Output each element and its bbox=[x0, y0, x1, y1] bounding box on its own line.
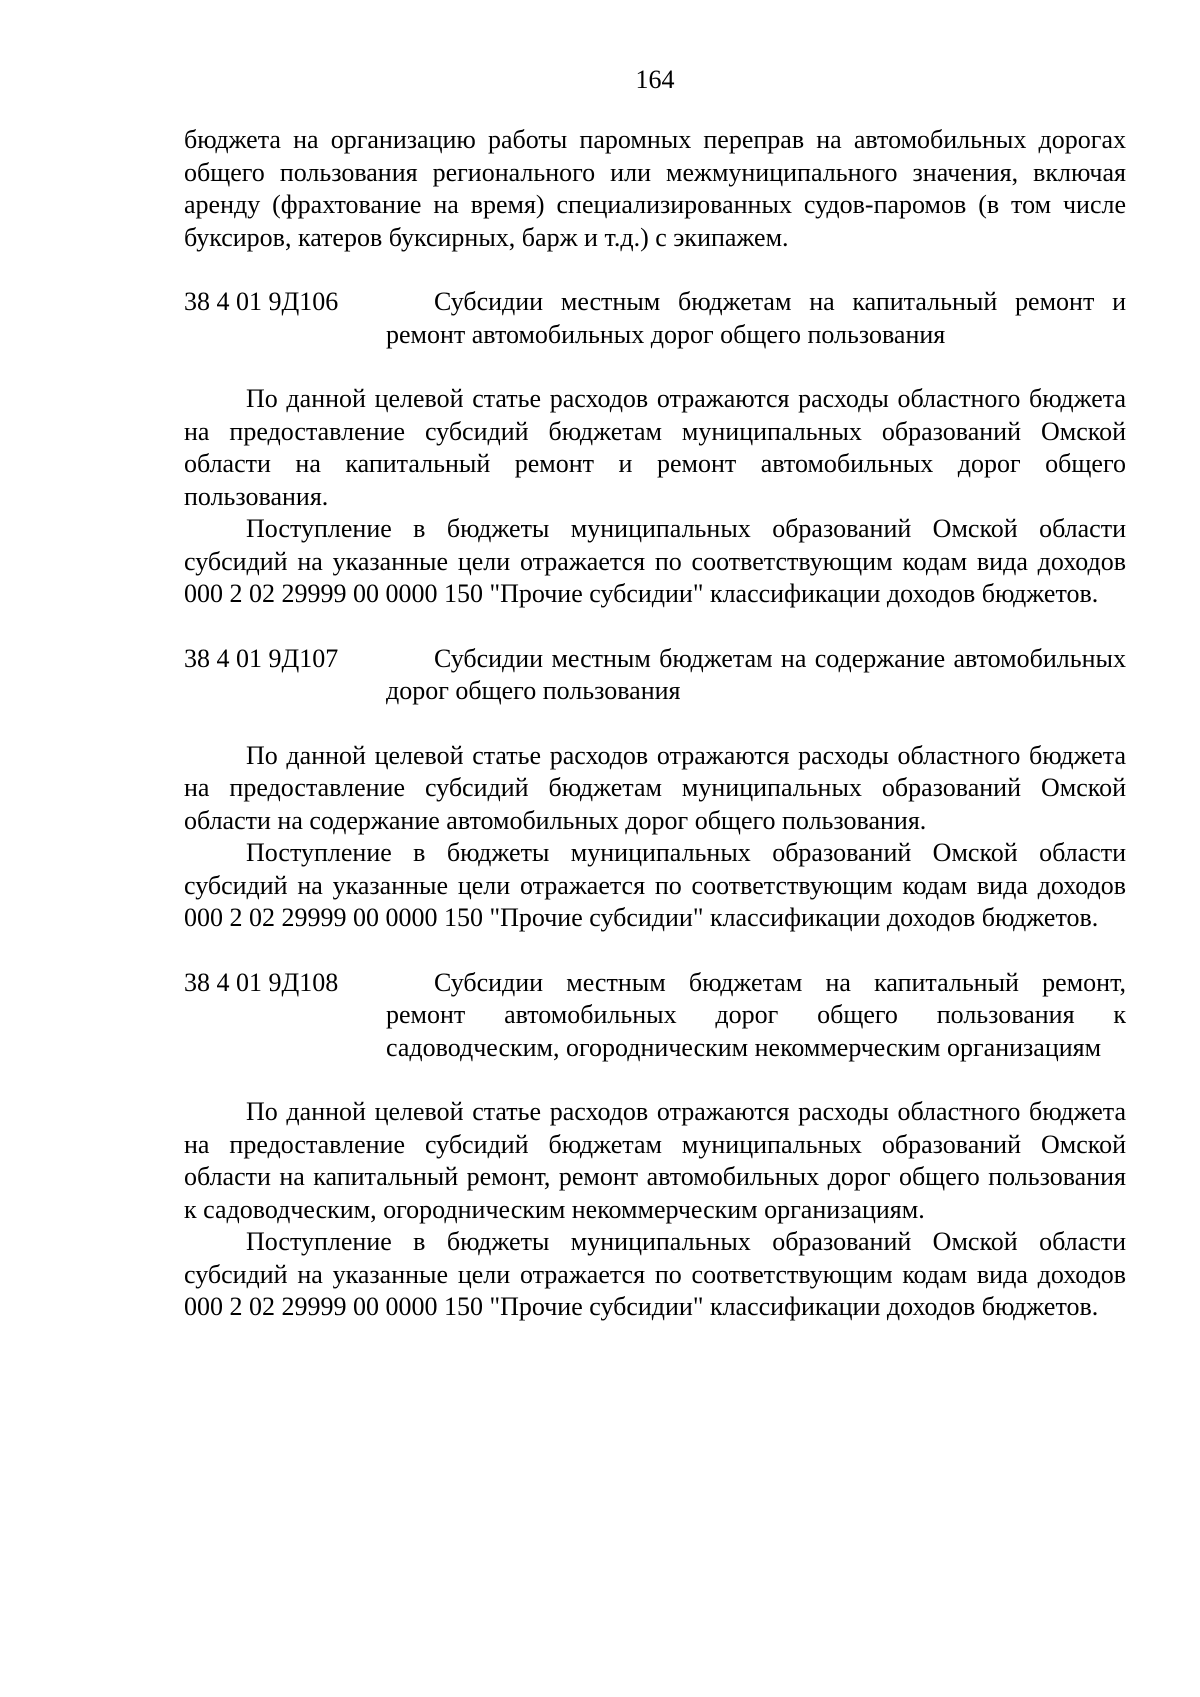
article-description: По данной целевой статье расходов отражаются расходы областного бюджета на предоставление субсидий бюджетам муниципальных образований Омской области на капитальный ремонт и ремонт автомобильных дорог общего пользования. bbox=[184, 384, 1126, 511]
article-heading bbox=[184, 643, 1126, 708]
article-title: Субсидии местным бюджетам на содержание автомобильных дорог общего пользования bbox=[386, 643, 1126, 705]
article-revenue-note: Поступление в бюджеты муниципальных образований Омской области субсидий на указанные цели отражается по соответствующим кодам вида доходов 000 2 02 29999 00 0000 150 "Прочие субсидии" классификации доходов бюджетов. bbox=[184, 1227, 1126, 1321]
article-heading bbox=[184, 286, 1126, 351]
article-code: 38 4 01 9Д106 bbox=[184, 287, 339, 316]
article-revenue-note: Поступление в бюджеты муниципальных образований Омской области субсидий на указанные цели отражается по соответствующим кодам вида доходов 000 2 02 29999 00 0000 150 "Прочие субсидии" классификации доходов бюджетов. bbox=[184, 838, 1126, 932]
article-code: 38 4 01 9Д107 bbox=[184, 643, 339, 673]
article-description: По данной целевой статье расходов отражаются расходы областного бюджета на предоставление субсидий бюджетам муниципальных образований Омской области на капитальный ремонт, ремонт автомобильных дорог общего пользования к садоводческим, огородническим некоммерческим организациям. bbox=[184, 1097, 1126, 1224]
article-title: Субсидии местным бюджетам на капитальный ремонт и ремонт автомобильных дорог общего пользования bbox=[386, 287, 1126, 349]
page-number: 164 bbox=[635, 65, 675, 94]
article-heading bbox=[184, 967, 1126, 1065]
intro-paragraph: бюджета на организацию работы паромных переправ на автомобильных дорогах общего пользования регионального или межмуниципального значения, включая аренду (фрахтование на время) специализированных судов-паромов (в том числе буксиров, катеров буксирных, барж и т.д.) с экипажем. bbox=[184, 125, 1126, 252]
document-page bbox=[184, 64, 1126, 1324]
article-description: По данной целевой статье расходов отражаются расходы областного бюджета на предоставление субсидий бюджетам муниципальных образований Омской области на содержание автомобильных дорог общего пользования. bbox=[184, 740, 1126, 835]
article-revenue-note: Поступление в бюджеты муниципальных образований Омской области субсидий на указанные цели отражается по соответствующим кодам вида доходов 000 2 02 29999 00 0000 150 "Прочие субсидии" классификации доходов бюджетов. bbox=[184, 514, 1126, 608]
article-code: 38 4 01 9Д108 bbox=[184, 967, 339, 997]
article-title: Субсидии местным бюджетам на капитальный ремонт, ремонт автомобильных дорог общего пользования к садоводческим, огородническим некоммерческим организациям bbox=[386, 967, 1126, 1062]
